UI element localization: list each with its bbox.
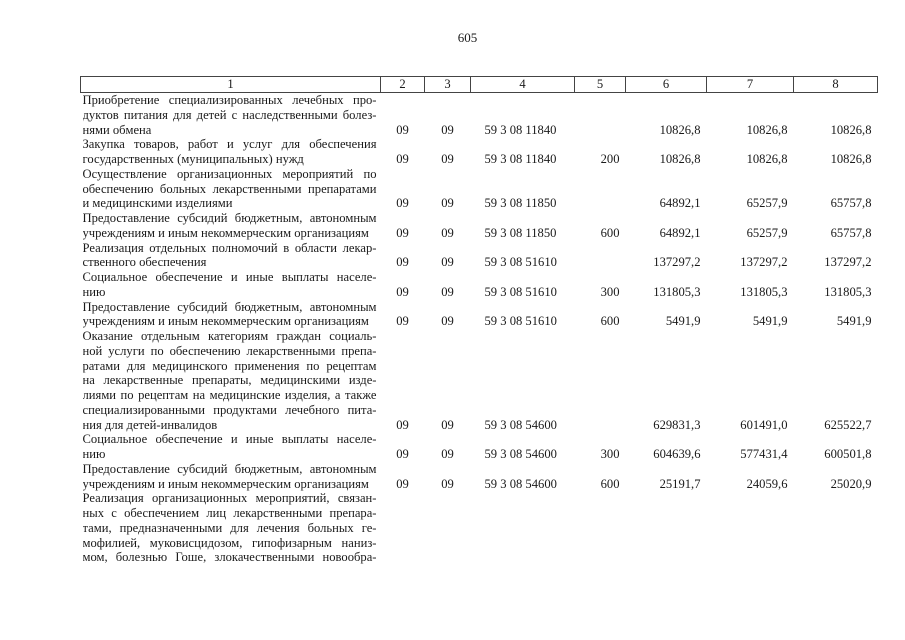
section-code: 09 [396, 255, 409, 270]
description-line: Приобретение специализированных лечебных про- [82, 93, 377, 107]
amount-col-7: 577431,4 [740, 447, 788, 461]
page-number: 605 [457, 30, 478, 45]
description-line: нию [82, 447, 106, 461]
description-line: учреждениям и иным некоммерческим организациям [82, 225, 369, 240]
header-col-8: 8 [794, 77, 878, 93]
expense-type-code: 600 [600, 225, 620, 240]
section-code: 09 [396, 284, 409, 299]
description-line: Предоставление субсидий бюджетным, автономным [82, 211, 377, 225]
expense-type-code: 300 [600, 284, 620, 299]
table-row [81, 270, 878, 300]
header-col-7: 7 [707, 77, 794, 93]
table-row [81, 432, 878, 462]
subsection-code: 09 [441, 225, 454, 240]
amount-col-7: 137297,2 [740, 255, 788, 270]
amount-col-6 [626, 491, 707, 565]
table-row [81, 491, 878, 565]
target-article-code: 59 3 08 11850 [484, 196, 557, 211]
description-line: лиями по рецептам на медицинские изделия, а также [82, 388, 377, 402]
table-row [81, 462, 878, 492]
expense-type-code [575, 491, 626, 565]
amount-col-7: 65257,9 [746, 225, 788, 240]
row-description [81, 432, 381, 462]
amount-col-7: 65257,9 [746, 196, 788, 211]
table-row [81, 300, 878, 330]
row-description [81, 300, 381, 330]
header-col-5: 5 [575, 77, 626, 93]
target-article-code: 59 3 08 54600 [484, 476, 557, 491]
amount-col-7: 10826,8 [746, 122, 788, 137]
amount-col-8: 5491,9 [836, 314, 872, 329]
row-description [81, 137, 381, 167]
table-row [81, 241, 878, 271]
expense-type-code [575, 329, 626, 432]
target-article-code: 59 3 08 54600 [484, 447, 557, 461]
section-code: 09 [396, 225, 409, 240]
expense-type-code [575, 167, 626, 211]
amount-col-7: 24059,6 [746, 476, 788, 491]
description-line: мофилией, муковисцидозом, гипофизарным наниз- [82, 535, 377, 550]
amount-col-6: 137297,2 [653, 255, 701, 270]
amount-col-8: 10826,8 [830, 152, 872, 166]
description-line: государственных (муниципальных) нужд [82, 152, 304, 166]
target-article-code: 59 3 08 51610 [484, 314, 557, 329]
description-line: учреждениям и иным некоммерческим организациям [82, 314, 369, 329]
header-col-1: 1 [81, 77, 381, 93]
description-line: ния для детей-инвалидов [82, 417, 218, 432]
description-line: Осуществление организационных мероприятий по [82, 166, 377, 181]
description-line: нию [82, 284, 106, 299]
amount-col-6: 10826,8 [659, 152, 701, 166]
header-col-3: 3 [425, 77, 471, 93]
subsection-code: 09 [441, 447, 454, 461]
target-article-code: 59 3 08 54600 [484, 417, 557, 432]
amount-col-8: 625522,7 [824, 417, 872, 432]
amount-col-6: 64892,1 [659, 196, 701, 211]
subsection-code: 09 [441, 314, 454, 329]
table-row [81, 137, 878, 167]
target-article-code: 59 3 08 11840 [484, 122, 557, 137]
amount-col-7: 10826,8 [746, 152, 788, 166]
section-code: 09 [396, 417, 409, 432]
subsection-code: 09 [441, 122, 454, 137]
target-article-code [471, 491, 575, 565]
subsection-code: 09 [441, 152, 454, 166]
table-row [81, 329, 878, 432]
header-col-6: 6 [626, 77, 707, 93]
amount-col-7: 601491,0 [740, 417, 788, 432]
amount-col-6: 604639,6 [653, 447, 701, 461]
description-line: ных с обеспечением лиц лекарственными препара- [82, 506, 377, 520]
header-col-2: 2 [381, 77, 425, 93]
subsection-code: 09 [441, 255, 454, 270]
subsection-code: 09 [441, 196, 454, 211]
description-line: Закупка товаров, работ и услуг для обеспечения [82, 137, 377, 152]
amount-col-6: 5491,9 [665, 314, 701, 329]
header-row [81, 77, 878, 93]
expense-type-code [575, 241, 626, 271]
subsection-code: 09 [441, 284, 454, 299]
row-description [81, 491, 381, 565]
expense-type-code: 600 [600, 314, 620, 329]
description-line: специализированными продуктами лечебного пита- [82, 402, 377, 417]
amount-col-6: 131805,3 [653, 284, 701, 299]
section-code: 09 [396, 476, 409, 491]
row-description [81, 270, 381, 300]
expense-type-code: 300 [600, 447, 620, 461]
target-article-code: 59 3 08 11840 [484, 152, 557, 166]
amount-col-8: 10826,8 [830, 122, 872, 137]
description-line: обеспечению больных лекарственными препаратами [82, 181, 377, 196]
description-line: ратами для медицинского применения по рецептам [82, 358, 377, 373]
expense-type-code: 200 [600, 152, 620, 166]
section-code: 09 [396, 122, 409, 137]
row-description [81, 211, 381, 241]
section-code: 09 [396, 447, 409, 461]
table-row [81, 167, 878, 211]
table-body [81, 93, 878, 566]
row-description [81, 329, 381, 432]
amount-col-8: 65757,8 [830, 225, 872, 240]
description-line: на лекарственные препараты, медицинскими изде- [82, 373, 377, 388]
description-line: учреждениям и иным некоммерческим организациям [82, 476, 369, 491]
target-article-code: 59 3 08 51610 [484, 255, 557, 270]
subsection-code: 09 [441, 417, 454, 432]
subsection-code [425, 491, 471, 565]
budget-table [80, 76, 878, 565]
expense-type-code: 600 [600, 476, 620, 491]
description-line: Реализация отдельных полномочий в области лекар- [82, 240, 377, 255]
target-article-code: 59 3 08 51610 [484, 284, 557, 299]
description-line: Социальное обеспечение и иные выплаты населе- [82, 432, 377, 447]
row-description [81, 93, 381, 138]
target-article-code: 59 3 08 11850 [484, 225, 557, 240]
description-line: ной услуги по обеспечению лекарственными препа- [82, 343, 377, 358]
table-row [81, 93, 878, 138]
row-description [81, 462, 381, 492]
table-row [81, 211, 878, 241]
amount-col-7 [707, 491, 794, 565]
amount-col-8: 131805,3 [824, 284, 872, 299]
section-code: 09 [396, 314, 409, 329]
description-line: Социальное обеспечение и иные выплаты населе- [82, 270, 377, 284]
section-code: 09 [396, 152, 409, 166]
row-description [81, 241, 381, 271]
row-description [81, 167, 381, 211]
description-line: Оказание отдельным категориям граждан социаль- [82, 329, 377, 343]
description-line: нями обмена [82, 122, 152, 137]
description-line: мом, болезнью Гоше, злокачественными новообра- [82, 550, 377, 565]
description-line: дуктов питания для детей с наследственными болез- [82, 107, 377, 122]
amount-col-6: 25191,7 [659, 476, 701, 491]
description-line: Предоставление субсидий бюджетным, автономным [82, 299, 377, 314]
section-code [381, 491, 425, 565]
description-line: тами, предназначенными для лечения больных ге- [82, 520, 377, 535]
amount-col-8 [794, 491, 878, 565]
amount-col-8: 65757,8 [830, 196, 872, 211]
description-line: Предоставление субсидий бюджетным, автономным [82, 461, 377, 476]
amount-col-7: 5491,9 [752, 314, 788, 329]
subsection-code: 09 [441, 476, 454, 491]
description-line: и медицинскими изделиями [82, 196, 233, 211]
amount-col-7: 131805,3 [740, 284, 788, 299]
amount-col-6: 629831,3 [653, 417, 701, 432]
amount-col-6: 64892,1 [659, 225, 701, 240]
description-line: Реализация организационных мероприятий, связан- [82, 491, 377, 506]
amount-col-8: 600501,8 [824, 447, 872, 461]
amount-col-6: 10826,8 [659, 122, 701, 137]
amount-col-8: 137297,2 [824, 255, 872, 270]
header-col-4: 4 [471, 77, 575, 93]
expense-type-code [575, 93, 626, 138]
amount-col-8: 25020,9 [830, 476, 872, 491]
description-line: ственного обеспечения [82, 255, 207, 270]
section-code: 09 [396, 196, 409, 211]
